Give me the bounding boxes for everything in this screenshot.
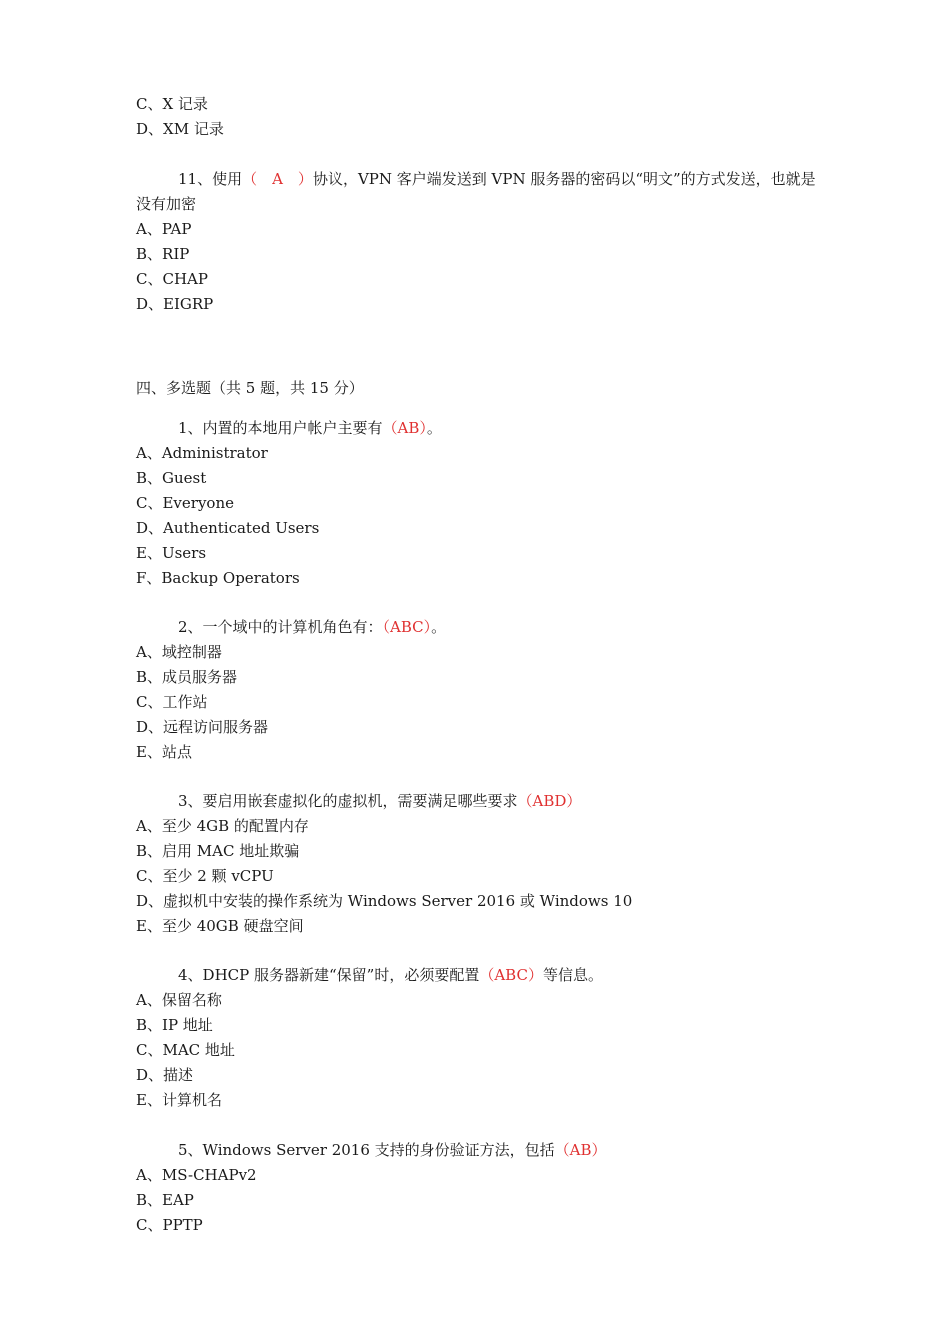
option-line: A、Administrator <box>136 444 268 462</box>
question-text: 1、内置的本地用户帐户主要有 <box>178 419 383 437</box>
option-line: C、Everyone <box>136 494 234 512</box>
answer-mark: （ A ） <box>242 170 313 188</box>
answer-mark: （AB） <box>382 419 427 437</box>
option-line: C、PPTP <box>136 1216 203 1234</box>
question-continuation: 没有加密 <box>136 195 197 213</box>
question-text: 4、DHCP 服务器新建“保留”时，必须要配置 <box>178 966 480 984</box>
option-line: D、虚拟机中安装的操作系统为 Windows Server 2016 或 Windows 10 <box>136 892 633 910</box>
question-text: 3、要启用嵌套虚拟化的虚拟机，需要满足哪些要求 <box>178 792 518 810</box>
option-line: E、至少 40GB 硬盘空间 <box>136 917 304 935</box>
option-line: E、站点 <box>136 743 192 761</box>
option-line: A、MS-CHAPv2 <box>136 1166 257 1184</box>
option-line: D、EIGRP <box>136 295 214 313</box>
question-5 <box>178 1140 607 1160</box>
option-line: B、IP 地址 <box>136 1016 213 1034</box>
option-line: B、启用 MAC 地址欺骗 <box>136 842 300 860</box>
option-line: E、Users <box>136 544 207 562</box>
question-text: 11、使用 <box>178 170 243 188</box>
option-line: C、X 记录 <box>136 95 208 113</box>
question-text: 2、一个域中的计算机角色有： <box>178 618 383 636</box>
option-line: A、域控制器 <box>136 643 222 661</box>
question-text: 。 <box>426 419 442 437</box>
answer-mark: （AB） <box>554 1141 607 1159</box>
option-line: D、远程访问服务器 <box>136 718 269 736</box>
question-4 <box>178 965 603 985</box>
answer-mark: （ABC） <box>479 966 543 984</box>
option-line: D、XM 记录 <box>136 120 224 138</box>
option-line: C、CHAP <box>136 270 208 288</box>
option-line: A、保留名称 <box>136 991 222 1009</box>
option-line: B、Guest <box>136 469 207 487</box>
option-line: D、描述 <box>136 1066 194 1084</box>
option-line: A、至少 4GB 的配置内存 <box>136 817 309 835</box>
option-line: F、Backup Operators <box>136 569 300 587</box>
option-line: B、成员服务器 <box>136 668 238 686</box>
option-line: C、MAC 地址 <box>136 1041 235 1059</box>
question-text: 协议，VPN 客户端发送到 VPN 服务器的密码以“明文”的方式发送，也就是 <box>312 170 816 188</box>
option-line: E、计算机名 <box>136 1091 222 1109</box>
answer-mark: （ABC） <box>382 618 432 636</box>
option-line: C、至少 2 颗 vCPU <box>136 867 274 885</box>
question-text: 5、Windows Server 2016 支持的身份验证方法，包括 <box>178 1141 555 1159</box>
section-heading: 四、多选题（共 5 题，共 15 分） <box>136 379 364 397</box>
option-line: D、Authenticated Users <box>136 519 320 537</box>
question-1 <box>178 418 442 438</box>
option-line: A、PAP <box>136 220 192 238</box>
question-11 <box>178 169 816 189</box>
option-line: B、EAP <box>136 1191 194 1209</box>
answer-mark: （ABD） <box>517 792 582 810</box>
question-2 <box>178 617 446 637</box>
question-text: 等信息。 <box>542 966 603 984</box>
option-line: B、RIP <box>136 245 190 263</box>
option-line: C、工作站 <box>136 693 208 711</box>
question-text: 。 <box>431 618 447 636</box>
question-3 <box>178 791 581 811</box>
